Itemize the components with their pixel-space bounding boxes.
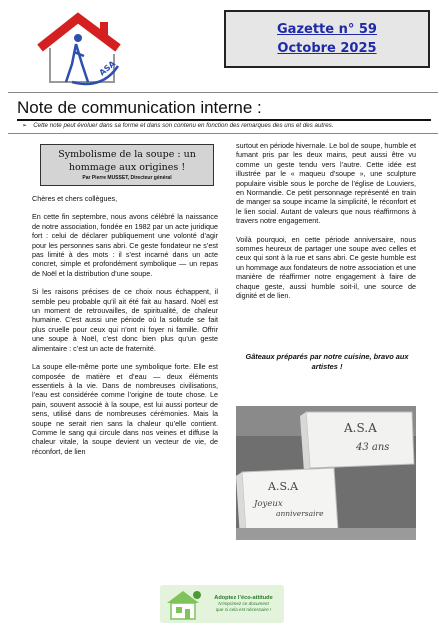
eco-line2: que si cela est nécessaire ! [215,607,272,612]
cakes-photo [236,406,416,540]
article-paragraph: surtout en période hivernale. Le bol de soupe, humble et fumant pris par les deux mains, peut aussi être vu comme un geste tendu vers l’autre. Cette idée est illustrée par le « maqueu d’soupe », une sculpture populaire visible sous le porche de l’église de Louviers, en Normandie. Ce petit personnage représenté en train de manger sa soupe incarne la simplicité, le réconfort et le lien social. Autant de valeurs que nous réaffirmons à travers notre engagement. [236,141,416,226]
article-left-column [32,194,218,465]
logo-text: ASA [97,58,118,78]
photo-caption: Gâteaux préparés par notre cuisine, bravo aux artistes ! [245,352,409,371]
eco-headline: Adoptez l’éco-attitude [214,595,273,601]
cake1-line2: 43 ans [356,442,390,453]
note-rule [8,133,438,134]
article-paragraph: Voilà pourquoi, en cette période anniversaire, nous sommes heureux de partager une soupe avec celles et ceux qui sont à la rue et sans abri. Ce geste humble est un hommage aux fondateurs de notre association et une manière de réaffirmer notre engagement à faire de chaque geste, aussi humble soit-il, une source de dignité et de lien. [236,234,416,301]
eco-house-icon [163,587,203,621]
cake2-line1: A.S.A [268,480,299,493]
article-title-line1: Symbolisme de la soupe : un [58,149,196,160]
article-right-column [236,141,416,310]
cake2-line3: anniversaire [276,509,324,518]
article-paragraph: Si les raisons précises de ce choix nous échappent, il semble peu probable qu’il ait été fait au hasard. Noël est un moment de retrouvailles, de spiritualité, de chaleur humaine. C’est aussi une période où la solitude se fait plus cruelle pour ceux qui n’ont ni foyer ni famille. Offrir une soupe à Noël, c’est donc bien plus qu’un geste alimentaire : c’est un acte de fraternité. [32,287,218,353]
cake1-line1: A.S.A [344,421,377,435]
arrow-bullet-icon: ➢ [22,122,28,129]
eco-attitude-badge [160,585,284,623]
note-title: Note de communication interne : [17,98,431,121]
article-author: Par Pierre MUSSET, Directeur général [82,175,172,181]
article-title-box [40,144,214,186]
disclaimer-text: Cette note peut évoluer dans sa forme et dans son contenu en fonction des remarques des uns et des autres. [33,122,334,129]
gazette-header-box [224,10,430,68]
gazette-date: Octobre 2025 [277,41,377,56]
header-rule [8,92,438,93]
eco-text [203,595,284,613]
eco-line1: N’imprimez ce document [218,601,269,606]
article-paragraph: Chères et chers collègues, [32,194,118,203]
note-disclaimer [22,122,434,129]
article-paragraph: En cette fin septembre, nous avons célébré la naissance de notre association, fondée en 1982 par un acte juridique fort : celui de déclarer publiquement une volonté d’agir pour les personnes sans abri. Ce geste fondateur ne s’est pas limité à des mots : il s’est incarné dans un acte concret, simple et profondément symbolique — un repas de Noël et la distribution d’une soupe. [32,212,218,278]
gazette-number: Gazette n° 59 [277,22,377,37]
article-title-line2: hommage aux origines ! [68,162,186,173]
article-paragraph: La soupe elle-même porte une symbolique forte. Elle est composée de matière et d’eau — deux éléments essentiels à la vie. Dans de nombreuses civilisations, l’eau est considérée comme l’origine de toute chose. Le pain, souvent associé à la soupe, est lui aussi porteur de sens, utilisé dans de nombreuses cérémonies. Mais la soupe ne serait rien sans la chaleur qu’elle contient. Comme le sang qui circule dans nos veines et diffuse la chaleur vitale, la soupe devient un vecteur de vie, de réconfort, de lien [32,362,218,456]
asa-logo [18,8,138,90]
cake2-line2: Joyeux [254,499,283,509]
